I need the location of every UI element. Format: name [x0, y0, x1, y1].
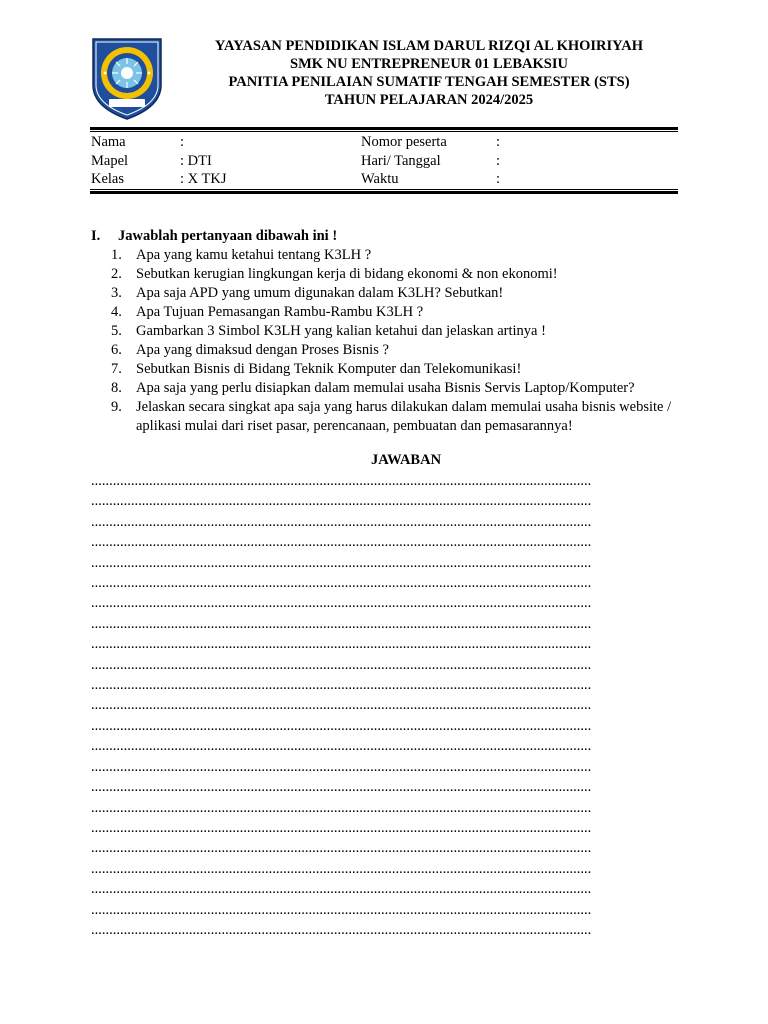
section-heading	[91, 227, 679, 246]
question-number: 4.	[111, 304, 122, 320]
question-text: Apa Tujuan Pemasangan Rambu-Rambu K3LH ?	[136, 304, 424, 320]
answer-line[interactable]: ..........................................................................................................................................	[91, 921, 592, 938]
question-number: 7.	[111, 361, 122, 377]
answer-line[interactable]: ..........................................................................................................................................	[91, 554, 592, 571]
date-value: :	[496, 152, 501, 169]
identity-row	[91, 133, 679, 152]
question-item	[91, 379, 679, 398]
exam-committee: PANITIA PENILAIAN SUMATIF TENGAH SEMESTER (STS)	[228, 74, 630, 90]
answer-line[interactable]: ..........................................................................................................................................	[91, 473, 592, 489]
question-item	[91, 265, 679, 284]
identity-row	[91, 170, 679, 189]
answer-line[interactable]: ..........................................................................................................................................	[91, 717, 592, 734]
header-divider-thin	[90, 131, 678, 132]
answer-line[interactable]: ..........................................................................................................................................	[91, 779, 592, 796]
answer-line[interactable]: ..........................................................................................................................................	[91, 677, 592, 694]
question-item	[91, 284, 679, 303]
question-item	[91, 341, 679, 360]
answer-line[interactable]: ..........................................................................................................................................	[91, 575, 592, 592]
question-number: 8.	[111, 380, 122, 396]
answer-heading: JAWABAN	[370, 452, 442, 468]
name-value: :	[180, 134, 185, 150]
question-number: 9.	[111, 399, 122, 415]
question-item	[91, 303, 679, 322]
answer-line[interactable]: ..........................................................................................................................................	[91, 534, 592, 551]
question-item	[91, 322, 679, 341]
question-text: Sebutkan kerugian lingkungan kerja di bidang ekonomi & non ekonomi!	[136, 266, 558, 282]
question-number: 5.	[111, 323, 122, 339]
question-number: 6.	[111, 342, 122, 358]
subject-label: Mapel	[91, 152, 129, 169]
answer-line[interactable]: ..........................................................................................................................................	[91, 636, 592, 653]
student-identity	[91, 133, 679, 189]
foundation-name: YAYASAN PENDIDIKAN ISLAM DARUL RIZQI AL KHOIRIYAH	[214, 38, 644, 54]
participant-number-value: :	[496, 134, 501, 150]
question-item	[91, 360, 679, 379]
identity-divider-thin	[90, 189, 678, 190]
date-label: Hari/ Tanggal	[361, 152, 441, 169]
school-crest-icon	[89, 33, 165, 121]
section-title: Jawablah pertanyaan dibawah ini !	[118, 228, 338, 244]
school-header	[180, 37, 678, 109]
answer-line[interactable]: ..........................................................................................................................................	[91, 819, 592, 836]
question-text: Gambarkan 3 Simbol K3LH yang kalian ketahui dan jelaskan artinya !	[136, 323, 546, 339]
question-number: 3.	[111, 285, 122, 301]
identity-divider-thick	[90, 191, 678, 194]
answer-line[interactable]: ..........................................................................................................................................	[91, 595, 592, 612]
time-value: :	[496, 171, 501, 187]
answer-line[interactable]: ..........................................................................................................................................	[91, 656, 592, 673]
subject-value: : DTI	[180, 152, 212, 169]
answer-line[interactable]: ..........................................................................................................................................	[91, 901, 592, 918]
answer-line[interactable]: ..........................................................................................................................................	[91, 738, 592, 755]
question-text: Apa yang dimaksud dengan Proses Bisnis ?	[136, 342, 389, 358]
answer-line[interactable]: ..........................................................................................................................................	[91, 615, 592, 632]
answer-line[interactable]: ..........................................................................................................................................	[91, 493, 592, 510]
question-item	[91, 246, 679, 265]
participant-number-label: Nomor peserta	[361, 134, 447, 150]
answer-line[interactable]: ..........................................................................................................................................	[91, 881, 592, 898]
question-text: Apa saja APD yang umum digunakan dalam K3LH? Sebutkan!	[136, 285, 504, 301]
question-list	[91, 246, 679, 436]
question-section	[91, 227, 679, 436]
section-number: I.	[91, 228, 101, 244]
identity-row	[91, 152, 679, 171]
question-item	[91, 398, 679, 436]
question-text: Sebutkan Bisnis di Bidang Teknik Komputer dan Telekomunikasi!	[136, 361, 522, 377]
question-text: Jelaskan secara singkat apa saja yang harus dilakukan dalam memulai usaha bisnis website / aplikasi mulai dari riset pasar, perencanaan, pembuatan dan pemasarannya!	[136, 399, 672, 434]
question-number: 1.	[111, 247, 122, 263]
answer-lines	[91, 471, 679, 940]
answer-line[interactable]: ..........................................................................................................................................	[91, 860, 592, 877]
time-label: Waktu	[361, 171, 399, 187]
header-divider-thick	[90, 127, 678, 130]
question-text: Apa yang kamu ketahui tentang K3LH ?	[136, 247, 372, 263]
class-label: Kelas	[91, 171, 125, 187]
answer-line[interactable]: ..........................................................................................................................................	[91, 758, 592, 775]
answer-line[interactable]: ..........................................................................................................................................	[91, 840, 592, 857]
name-label: Nama	[91, 134, 126, 150]
class-value: : X TKJ	[180, 171, 227, 187]
question-text: Apa saja yang perlu disiapkan dalam memulai usaha Bisnis Servis Laptop/Komputer?	[136, 380, 635, 396]
answer-line[interactable]: ..........................................................................................................................................	[91, 799, 592, 816]
answer-line[interactable]: ..........................................................................................................................................	[91, 697, 592, 714]
answer-line[interactable]: ..........................................................................................................................................	[91, 513, 592, 530]
school-name: SMK NU ENTREPRENEUR 01 LEBAKSIU	[290, 56, 568, 72]
question-number: 2.	[111, 266, 122, 282]
academic-year: TAHUN PELAJARAN 2024/2025	[324, 92, 534, 108]
